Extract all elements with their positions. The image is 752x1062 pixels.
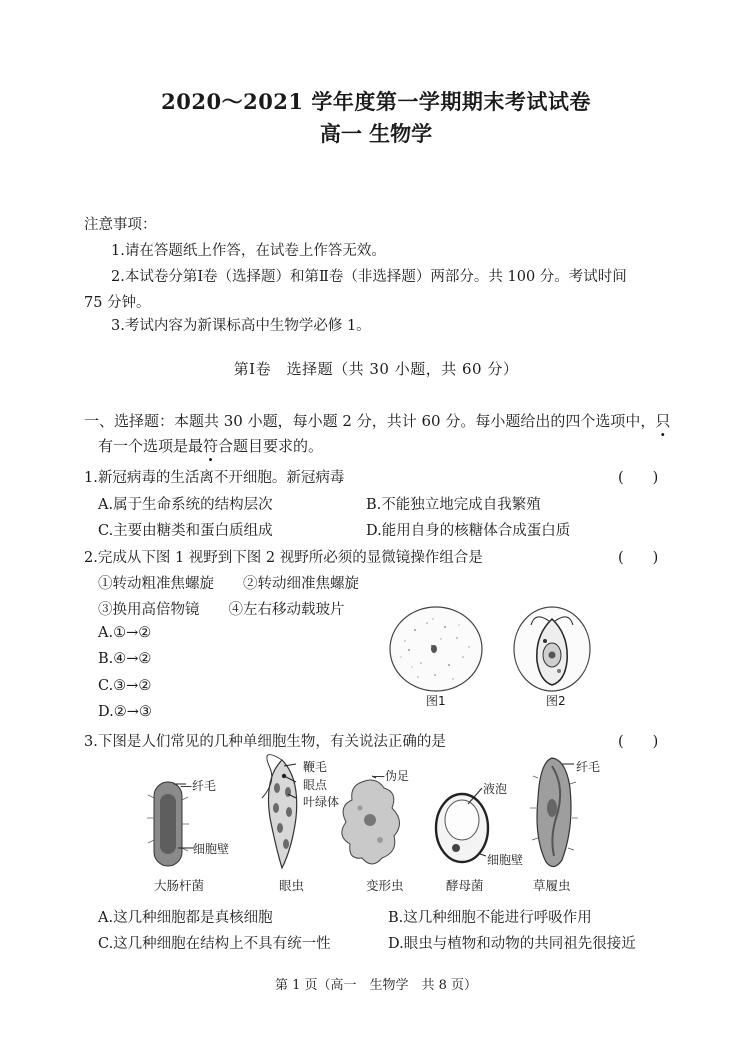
- q3-option-b[interactable]: B.这几种细胞不能进行呼吸作用: [388, 910, 592, 926]
- notice-item-2: 2.本试卷分第Ⅰ卷（选择题）和第Ⅱ卷（非选择题）两部分。共 100 分。考试时间: [111, 269, 627, 285]
- ecoli-illustration: [147, 782, 194, 866]
- part1-instruction: [84, 410, 670, 431]
- page-footer: 第 1 页（高一 生物学 共 8 页）: [274, 978, 478, 993]
- figure-1-field-of-view: [390, 607, 482, 691]
- euglena-illustration: [262, 755, 297, 868]
- caption-euglena: 眼虫: [279, 878, 305, 893]
- q2-answer-paren[interactable]: ( ): [618, 550, 659, 566]
- figure-1-caption: 图1: [426, 694, 446, 708]
- q3-answer-paren[interactable]: ( ): [618, 734, 659, 750]
- label-cilia-ecoli: —纤毛: [180, 779, 217, 793]
- q3-option-a[interactable]: A.这几种细胞都是真核细胞: [98, 910, 273, 926]
- notice-heading: 注意事项：: [84, 217, 157, 233]
- q2-option-a[interactable]: A.①→②: [98, 625, 152, 641]
- q2-option-d[interactable]: D.②→③: [98, 704, 152, 720]
- q3-stem: 3.下图是人们常见的几种单细胞生物，有关说法正确的是: [84, 734, 446, 750]
- exam-subtitle: 高一 生物学: [319, 121, 433, 146]
- label-chloroplast: 叶绿体: [303, 795, 340, 809]
- q2-stem: 2.完成从下图 1 视野到下图 2 视野所必须的显微镜操作组合是: [84, 550, 483, 566]
- q2-microscope-figures: [385, 605, 605, 711]
- exam-title: 2020～2021 学年度第一学期期末考试试卷: [161, 89, 591, 114]
- amoeba-illustration: [342, 776, 400, 864]
- q1-option-b[interactable]: B.不能独立地完成自我繁殖: [366, 497, 541, 513]
- q1-option-d[interactable]: D.能用自身的核糖体合成蛋白质: [366, 523, 571, 539]
- part1-line2-text: 有一个选项是最符合题目要求的。 ·: [98, 435, 323, 456]
- label-vacuole: 液泡: [483, 782, 508, 796]
- paramecium-illustration: [530, 758, 578, 867]
- label-pseudopod: —伪足: [373, 769, 410, 783]
- q3-option-d[interactable]: D.眼虫与植物和动物的共同祖先很接近: [388, 936, 636, 952]
- q2-option-c[interactable]: C.③→②: [98, 678, 152, 694]
- notice-item-1: 1.请在答题纸上作答，在试卷上作答无效。: [111, 243, 386, 259]
- q1-answer-paren[interactable]: ( ): [618, 470, 659, 486]
- label-cellwall-ecoli: 细胞壁: [193, 842, 230, 856]
- figure-2-caption: 图2: [546, 694, 566, 708]
- caption-yeast: 酵母菌: [446, 878, 484, 893]
- figure-2-field-of-view: [514, 607, 590, 691]
- caption-paramecium: 草履虫: [533, 878, 571, 893]
- label-flagellum: 鞭毛: [303, 760, 328, 774]
- q2-option-b[interactable]: B.④→②: [98, 651, 152, 667]
- q1-option-a[interactable]: A.属于生命系统的结构层次: [98, 497, 273, 513]
- q1-stem: 1.新冠病毒的生活离不开细胞。新冠病毒: [84, 470, 345, 486]
- caption-ecoli: 大肠杆菌: [154, 878, 205, 893]
- notice-item-3: 3.考试内容为新课标高中生物学必修 1。: [111, 318, 371, 334]
- part1-line2: [98, 435, 323, 456]
- q2-operations-line1: ①转动粗准焦螺旋 ②转动细准焦螺旋: [98, 576, 359, 592]
- caption-amoeba: 变形虫: [366, 878, 404, 893]
- yeast-illustration: [436, 788, 488, 862]
- label-cellwall-yeast: 细胞壁: [487, 853, 524, 867]
- q2-operations-line2: ③换用高倍物镜 ④左右移动载玻片: [98, 602, 345, 618]
- part1-line1-end: 只: [655, 412, 671, 430]
- label-cilia-paramecium: 纤毛: [576, 760, 601, 774]
- section-title: 第Ⅰ卷 选择题（共 30 小题，共 60 分）: [233, 360, 519, 378]
- q3-option-c[interactable]: C.这几种细胞在结构上不具有统一性: [98, 936, 331, 952]
- notice-item-2-cont: 75 分钟。: [84, 295, 151, 311]
- label-eyespot: 眼点: [303, 778, 328, 792]
- q1-option-c[interactable]: C.主要由糖类和蛋白质组成: [98, 523, 273, 539]
- part1-line1: 一、选择题：本题共 30 小题，每小题 2 分，共计 60 分。每小题给出的四个选项中，: [84, 412, 656, 430]
